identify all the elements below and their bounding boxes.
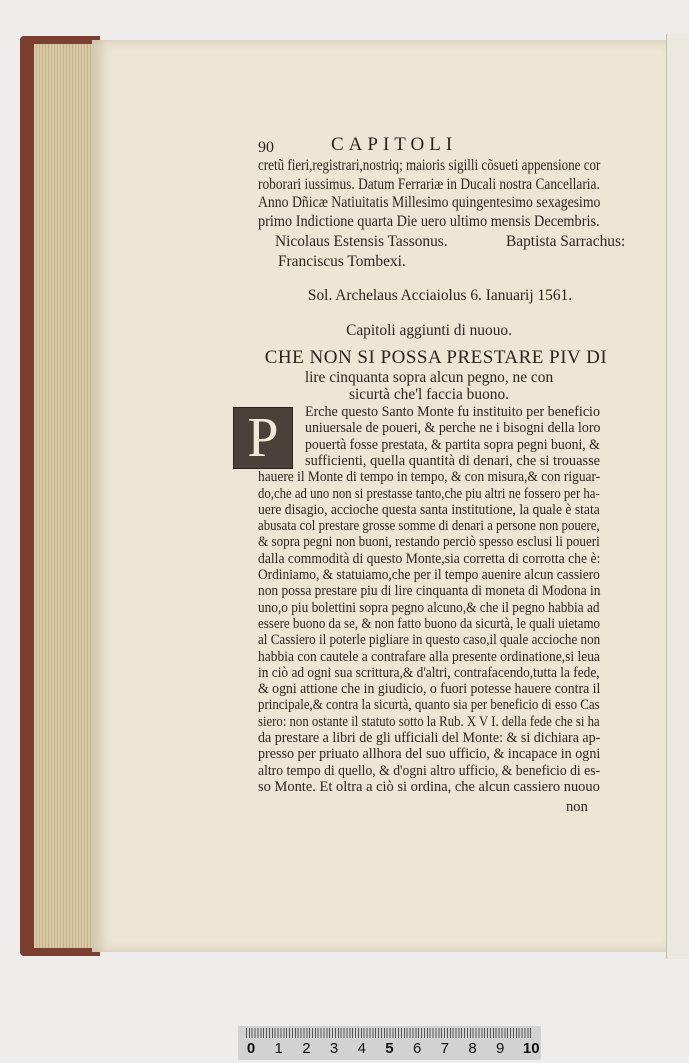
signature-tassonus: Nicolaus Estensis Tassonus. (275, 233, 448, 250)
text-line: siero: non ostante il statuto sotto la Rub. X V I. della fede che si ha (258, 713, 600, 730)
chapter-heading-line-3: sicurtà che'l faccia buono. (348, 386, 510, 403)
ruler-label: 0 (246, 1040, 256, 1057)
text-line: essere buono da se, & non fatto buono da sicurtà, le quali uietamo (258, 615, 601, 632)
signature-sarrachus: Baptista Sarrachus: (506, 233, 626, 250)
ruler-label: 1 (274, 1040, 283, 1057)
text-line: & ogni attione che in giudicio, o fuori potesse hauere contra il (258, 681, 601, 698)
text-line: habbia con cautele a contrafare alla presente ordinatione,si leua (258, 648, 600, 665)
text-line: do,che ad uno non si prestasse tanto,che piu altri ne fossero per ha- (258, 485, 600, 502)
text-line: uno,o piu bolettini sopra pegno alcuno,& che il pegno habbia ad (258, 599, 600, 616)
ruler-label: 7 (440, 1040, 449, 1057)
running-title: CAPITOLI (331, 134, 458, 155)
section-title: Capitoli aggiunti di nuouo. (346, 322, 512, 339)
text-line: cretũ fieri,registrari,nostriq; maioris sigilli cõsueti appensione cor (258, 157, 601, 174)
text-line: abusata col prestare grosse somme di denari a persone non pouere, (258, 518, 600, 535)
scale-ruler (238, 1026, 541, 1060)
ruler-label: 9 (496, 1040, 505, 1057)
text-line: dalla commodità di questo Monte,sia corretta di corrotta che è: (258, 550, 601, 567)
chapter-heading-line-2: lire cinquanta sopra alcun pegno, ne con (304, 369, 554, 386)
text-line: al Cassiero il poterle pigliare in questo caso,il quale accioche non (258, 632, 601, 649)
text-line: in ciò ad ogni sua scrittura,& d'altri, contrafacendo,tutta la fede, (258, 664, 600, 681)
page-header (258, 134, 600, 156)
text-line: & sopra pegni non buoni, restando perciò spesso esclusi li poueri (258, 534, 600, 551)
ruler-label: 8 (468, 1040, 477, 1057)
ruler-label: 4 (357, 1040, 366, 1057)
text-line: Ordiniamo, & statuiamo,che per il tempo auenire alcun cassiero (258, 567, 600, 583)
signature-acciaiolus: Sol. Archelaus Acciaiolus 6. Ianuarij 1561. (307, 287, 573, 304)
ruler-label: 3 (329, 1040, 339, 1057)
ruler-label: 5 (385, 1040, 394, 1057)
text-line: uniuersale de poueri, & perche ne i bisogni della loro (305, 420, 601, 437)
catchword: non (566, 799, 588, 815)
text-line: uere disagio, accioche questa santa institutione, la quale è stata (258, 501, 600, 518)
ruler-label: 6 (412, 1040, 422, 1057)
page-edges (34, 44, 96, 948)
text-line: non possa prestare piu di lire cinquanta di moneta di Modona in (258, 583, 601, 600)
text-line: hauere il Monte di tempo in tempo, & con misura,& con riguar- (258, 469, 601, 486)
facing-page-edge (666, 34, 689, 959)
text-line: presso per priuato allhora del suo ufficio, & incapace in ogni (258, 746, 601, 763)
ruler-ticks (246, 1028, 533, 1038)
text-line: altro tempo di quello, & d'ogni altro ufficio, & beneficio di es- (258, 762, 601, 779)
ruler-label: 10 (522, 1040, 540, 1057)
text-line: roborari iussimus. Datum Ferrariæ in Ducali nostra Cancellaria. (258, 175, 600, 193)
text-line: principale,& contra la sicurtà, quanto sia per beneficio di esso Cas (258, 697, 600, 714)
text-line: so Monte. Et oltra a ciò si ordina, che alcun cassiero nuouo (258, 778, 600, 795)
page-number: 90 (258, 139, 274, 156)
signature-tombexi: Franciscus Tombexi. (278, 253, 406, 270)
signature-row-1 (275, 233, 625, 250)
text-line: Erche questo Santo Monte fu instituito per beneficio (305, 404, 601, 420)
decorated-initial: P (233, 407, 293, 469)
text-line: pouertà fosse prestata, & partita sopra pegni buoni, & (305, 436, 600, 453)
text-line: da prestare a libri de gli ufficiali del Monte: & si dichiara ap- (258, 730, 601, 746)
text-line: sufficienti, quella quantità di denari, che si trouasse (305, 452, 601, 469)
text-line: primo Indictione quarta Die uero ultimo mensis Decembris. (258, 213, 600, 231)
ruler-label: 2 (302, 1040, 311, 1057)
text-line: Anno Dñicæ Natiuitatis Millesimo quingentesimo sexagesimo (258, 194, 601, 212)
chapter-heading: CHE NON SI POSSA PRESTARE PIV DI (264, 347, 608, 368)
